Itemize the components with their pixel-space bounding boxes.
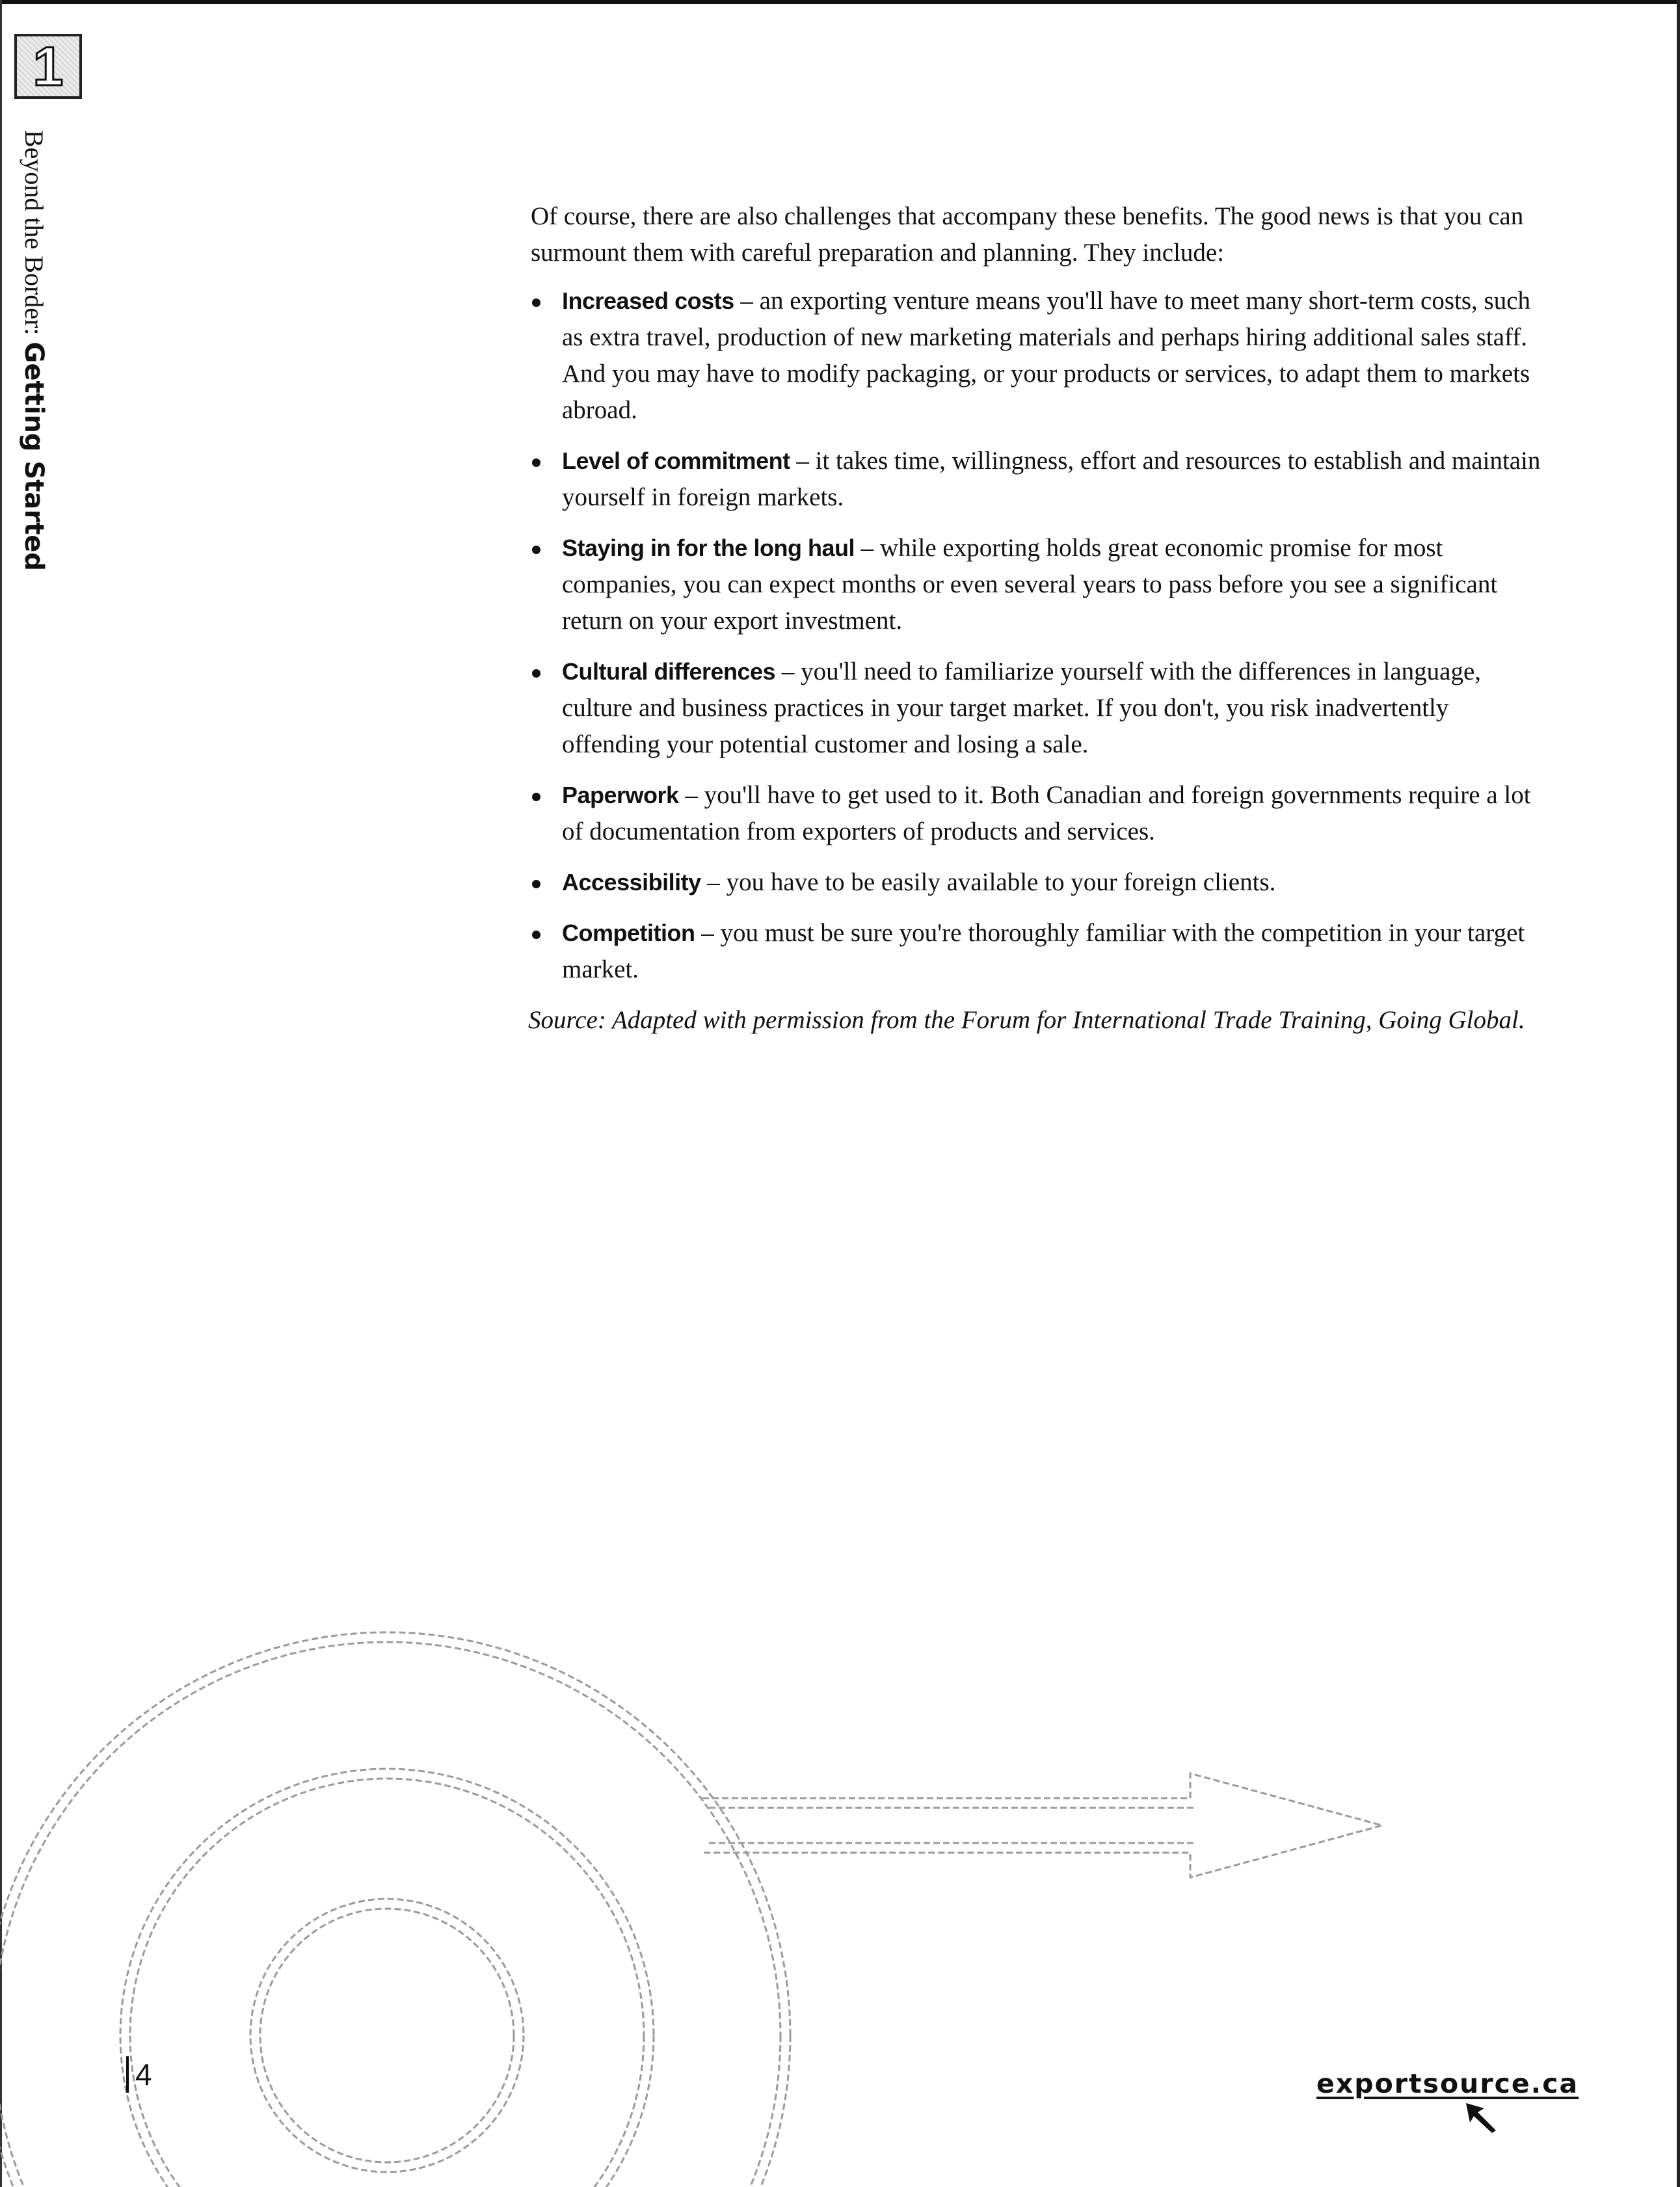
list-item [528, 530, 1543, 639]
main-content [528, 198, 1543, 1064]
challenge-text: – an exporting venture means you'll have to meet many short-term costs, such as extra travel, production of new marketing materials and perhaps hiring additional sales staff. And you may have to modify packaging, or your products or services, to adapt them to markets abroad. [562, 287, 1531, 424]
challenge-term: Cultural differences [562, 658, 776, 685]
website-link[interactable]: exportsource.ca [1316, 2068, 1579, 2099]
side-title-prefix: Beyond the Border: [20, 130, 49, 342]
challenges-list [528, 283, 1543, 988]
page-border-top [0, 0, 1680, 4]
page-number: 4 [126, 2056, 152, 2093]
challenge-term: Level of commitment [562, 447, 790, 474]
challenge-term: Staying in for the long haul [562, 535, 855, 561]
target-ring-inner [250, 1899, 524, 2172]
cursor-arrow-icon [1465, 2102, 1504, 2134]
challenge-text: – while exporting holds great economic promise for most companies, you can expect months or even several years to pass before you see a significant return on your export investment. [562, 534, 1498, 635]
challenge-text: – you'll need to familiarize yourself with the differences in language, culture and business practices in your target market. If you don't, you risk inadvertently offending your potential customer and losing a sale. [562, 657, 1482, 758]
list-item [528, 777, 1543, 850]
list-item [528, 915, 1543, 988]
target-ring-inner-inner [260, 1909, 514, 2162]
list-item [528, 443, 1543, 516]
chapter-number: 1 [33, 36, 64, 97]
challenge-term: Accessibility [562, 869, 701, 895]
challenge-term: Competition [562, 920, 695, 946]
arrow-shaft [702, 1773, 1382, 1877]
challenge-term: Increased costs [562, 287, 734, 314]
challenge-text: – you must be sure you're thoroughly familiar with the competition in your target market. [562, 919, 1525, 983]
challenge-term: Paperwork [562, 782, 679, 808]
challenge-text: – you'll have to get used to it. Both Canadian and foreign governments require a lot of documentation from exporters of products and services. [562, 781, 1531, 845]
side-running-title [21, 130, 47, 571]
page-border-right [1677, 0, 1680, 2187]
list-item [528, 864, 1543, 901]
target-arrow-icon [0, 1457, 1431, 2187]
target-ring-middle [120, 1769, 654, 2187]
challenge-text: – you have to be easily available to your foreign clients. [700, 868, 1276, 896]
list-item [528, 654, 1543, 763]
source-citation: Source: Adapted with permission from the Forum for International Trade Training, Going Global. [528, 1006, 1525, 1034]
list-item [528, 283, 1543, 429]
chapter-badge [14, 34, 82, 99]
side-title-main: Getting Started [19, 341, 49, 571]
arrow-shaft-inner [709, 1808, 1197, 1843]
intro-paragraph: Of course, there are also challenges that accompany these benefits. The good news is that you can surmount them with careful preparation and planning. They include: [531, 202, 1524, 267]
challenge-text: – it takes time, willingness, effort and resources to establish and maintain yourself in foreign markets. [562, 447, 1541, 511]
target-ring-outer-inner [0, 1642, 780, 2187]
